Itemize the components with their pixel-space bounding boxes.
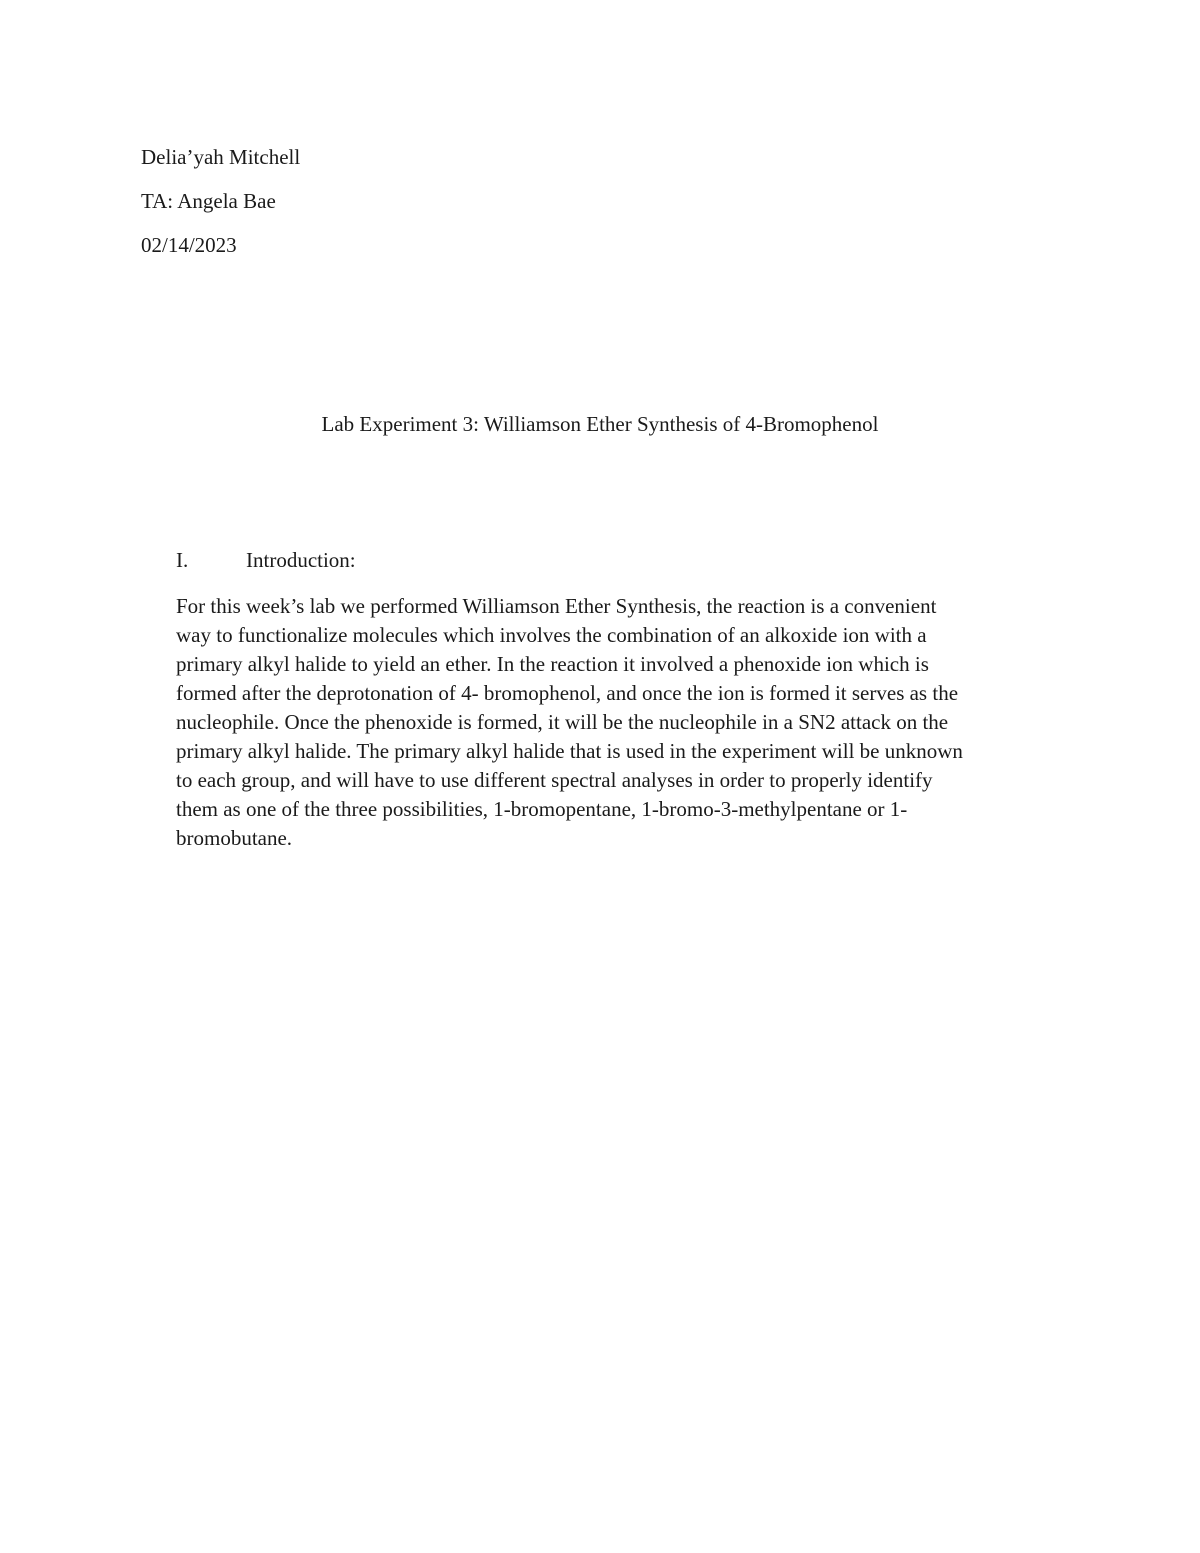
- author-name: Delia’yah Mitchell: [141, 145, 301, 169]
- report-date: 02/14/2023: [141, 233, 237, 257]
- paragraph-line: primary alkyl halide. The primary alkyl halide that is used in the experiment will be unknown: [176, 739, 963, 763]
- document-title: Lab Experiment 3: Williamson Ether Synthesis of 4-Bromophenol: [321, 412, 879, 436]
- paragraph-line: bromobutane.: [176, 826, 293, 850]
- paragraph-line: nucleophile. Once the phenoxide is formed, it will be the nucleophile in a SN2 attack on the: [176, 710, 949, 734]
- introduction-paragraph: [176, 592, 963, 853]
- ta-name: TA: Angela Bae: [141, 189, 276, 213]
- paragraph-line: them as one of the three possibilities, 1-bromopentane, 1-bromo-3-methylpentane or 1-: [176, 797, 908, 821]
- paragraph-line: formed after the deprotonation of 4- bromophenol, and once the ion is formed it serves as the: [176, 681, 959, 705]
- section-heading-introduction: [176, 546, 356, 574]
- paragraph-line: way to functionalize molecules which involves the combination of an alkoxide ion with a: [176, 623, 927, 647]
- paragraph-line: For this week’s lab we performed Williamson Ether Synthesis, the reaction is a convenient: [176, 594, 937, 618]
- paragraph-line: to each group, and will have to use different spectral analyses in order to properly identify: [176, 768, 933, 792]
- section-numeral: I.: [176, 548, 189, 572]
- paragraph-line: primary alkyl halide to yield an ether. In the reaction it involved a phenoxide ion which is: [176, 652, 929, 676]
- section-heading-text: Introduction:: [246, 548, 356, 572]
